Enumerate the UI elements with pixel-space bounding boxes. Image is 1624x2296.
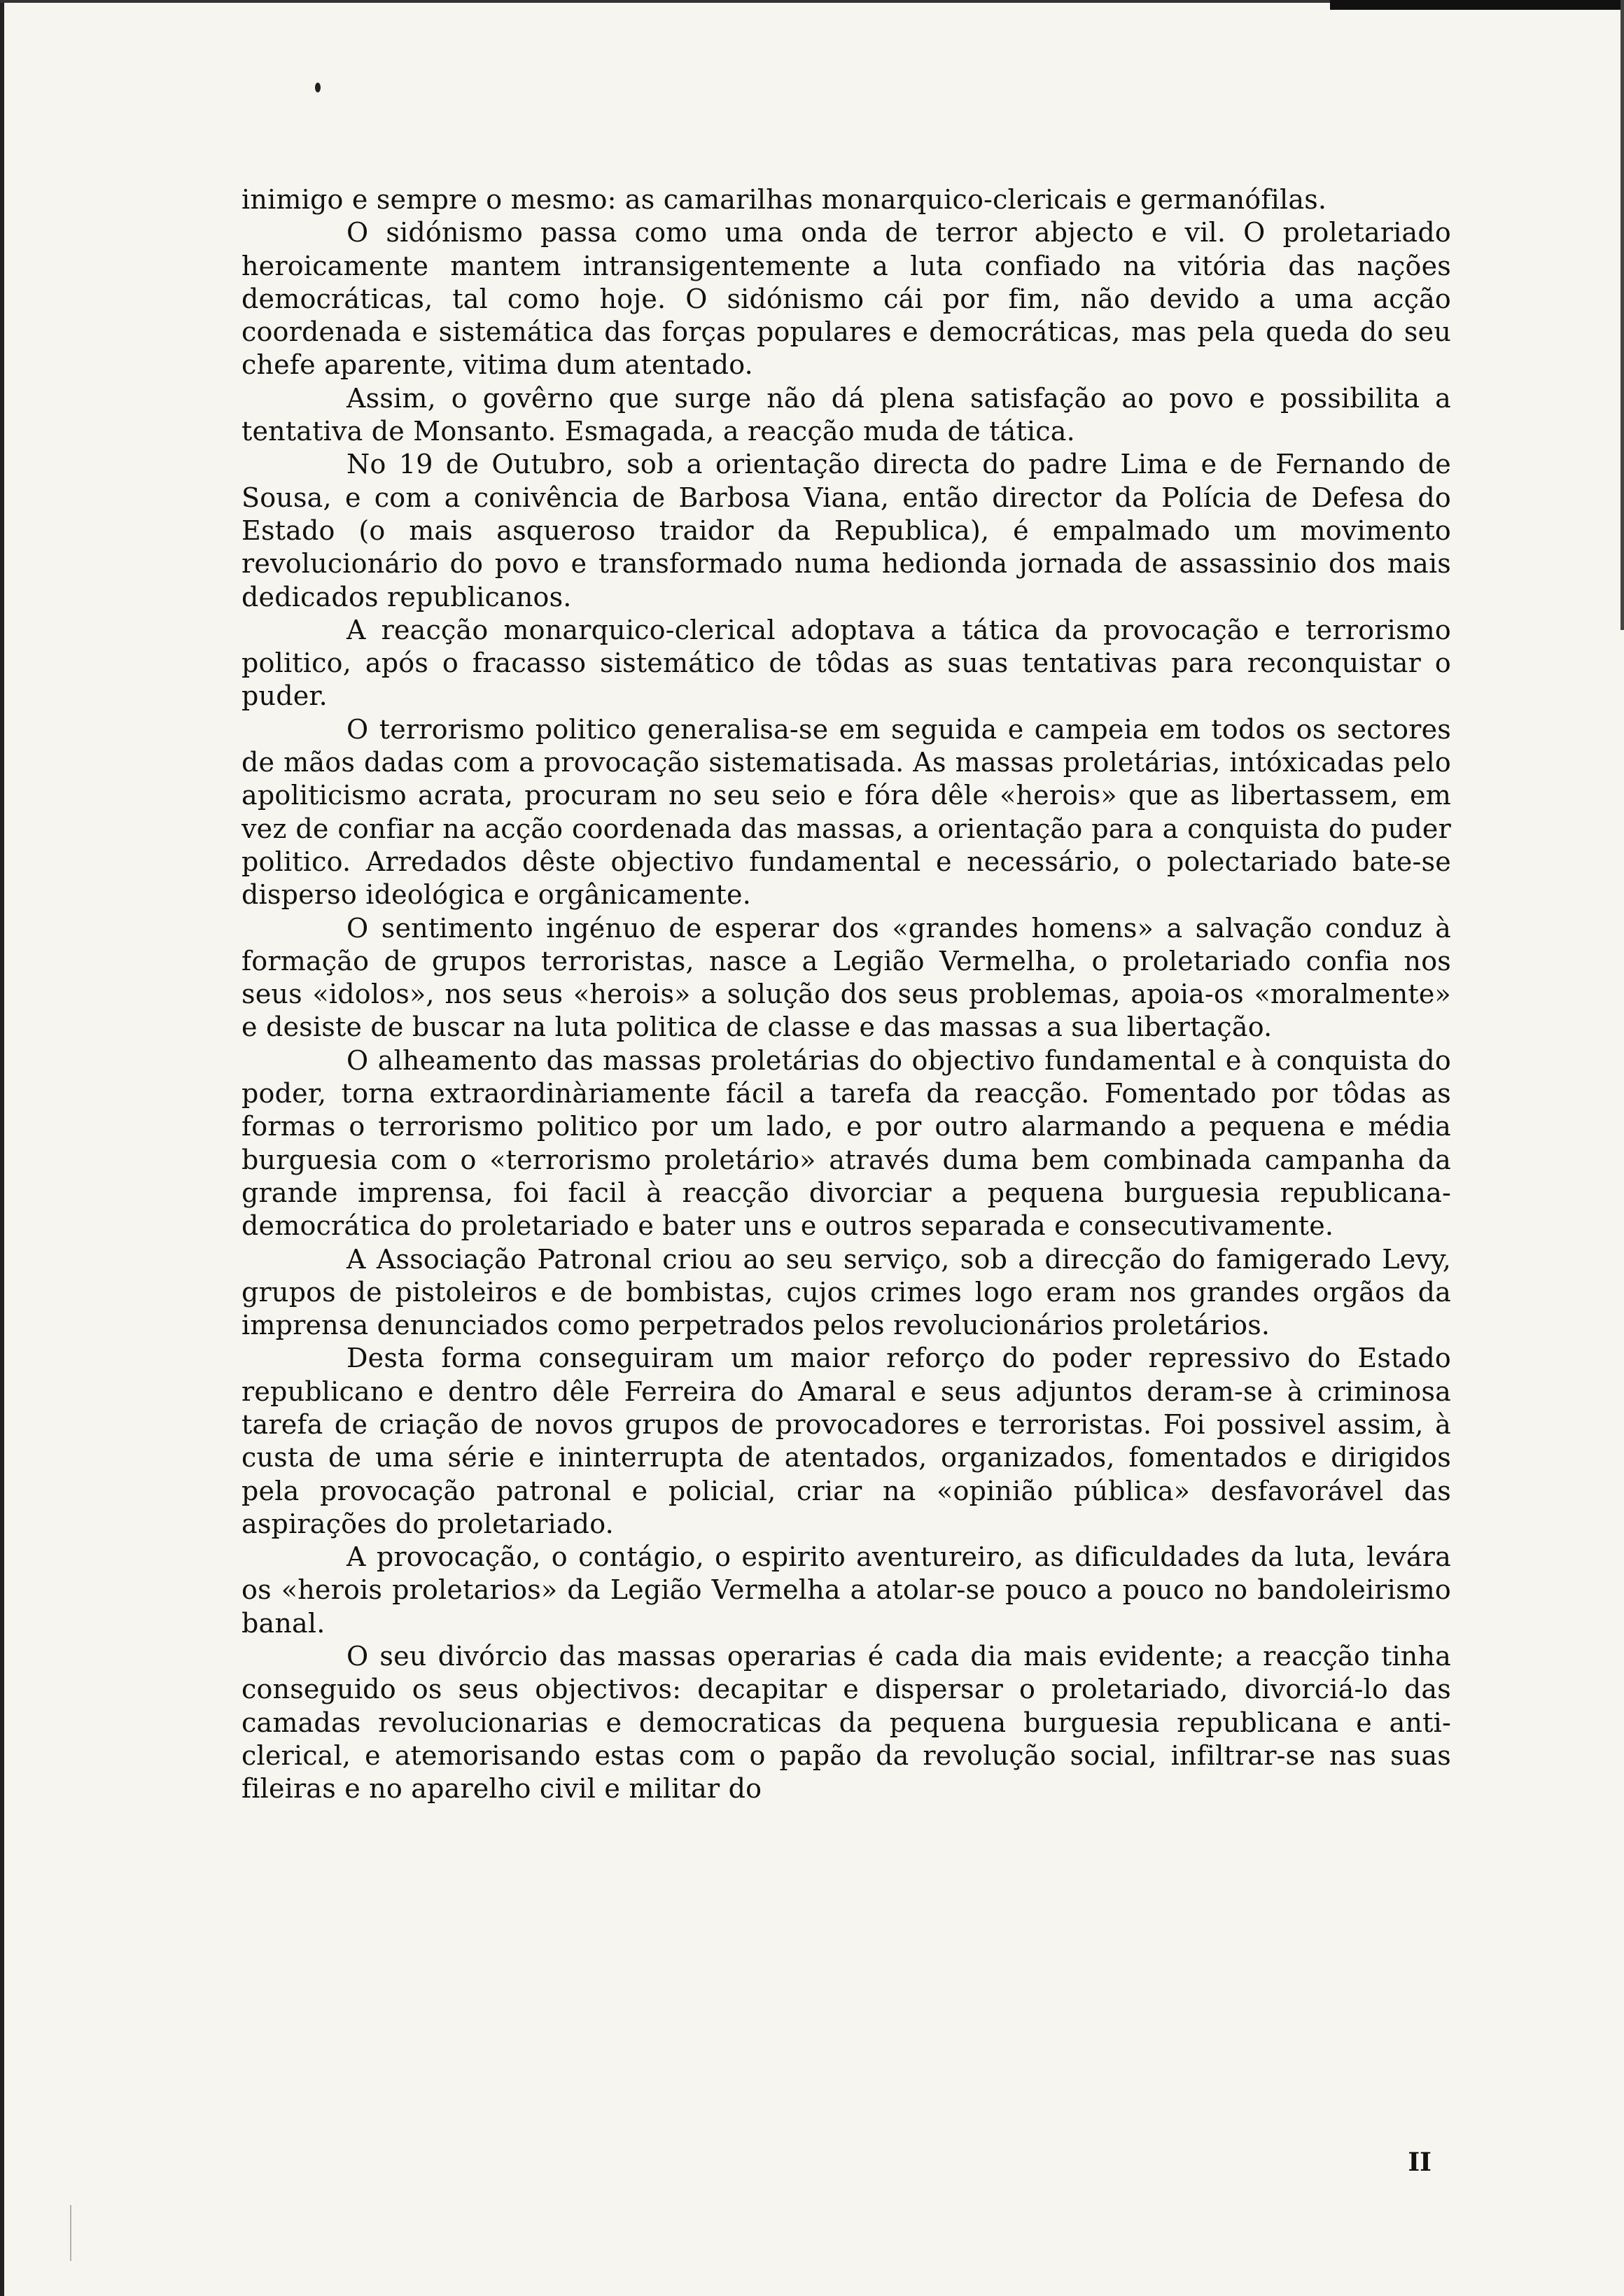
scan-edge-left [0, 0, 4, 2296]
paragraph: Assim, o govêrno que surge não dá plena satisfação ao povo e possibilita a tentativa de Monsanto. Esmagada, a reacção muda de tática. [241, 382, 1451, 447]
paragraph: O seu divórcio das massas operarias é cada dia mais evidente; a reacção tinha conseguido os seus objectivos: decapitar e dispersar o proletariado, divorciá-lo das camadas revolucionarias e democraticas da pequena burguesia republicana e anti-clerical, e atemorisando estas com o papão da revolução social, infiltrar-se nas suas fileiras e no aparelho civil e militar do [241, 1641, 1451, 1805]
scan-edge-right [1620, 0, 1624, 630]
scan-speck [315, 83, 321, 92]
paragraph: O sidónismo passa como uma onda de terror abjecto e vil. O proletariado heroicamente mantem intransigentemente a luta confiado na vitória das nações democráticas, tal como hoje. O sidónismo cái por fim, não devido a uma acção coordenada e sistemática das forças populares e democráticas, mas pela queda do seu chefe aparente, vitima dum atentado. [241, 217, 1451, 381]
paragraph: A reacção monarquico-clerical adoptava a tática da provocação e terrorismo politico, após o fracasso sistemático de tôdas as suas tentativas para reconquistar o puder. [241, 614, 1451, 712]
paragraph: O terrorismo politico generalisa-se em seguida e campeia em todos os sectores de mãos dadas com a provocação sistematisada. As massas proletárias, intóxicadas pelo apoliticismo acrata, procuram no seu seio e fóra dêle «herois» que as libertassem, em vez de confiar na acção coordenada das massas, a orientação para a conquista do puder politico. Arredados dêste objectivo fundamental e necessário, o polectariado bate-se disperso ideológica e orgânicamente. [241, 713, 1451, 911]
scan-edge-top-right [1330, 0, 1624, 10]
document-body [241, 183, 1451, 1806]
page-number: II [1408, 2148, 1432, 2177]
paragraph: A Associação Patronal criou ao seu serviço, sob a direcção do famigerado Levy, grupos de pistoleiros e de bombistas, cujos crimes logo eram nos grandes orgãos da imprensa denunciados como perpetrados pelos revolucionários proletários. [241, 1243, 1451, 1341]
paragraph: No 19 de Outubro, sob a orientação directa do padre Lima e de Fernando de Sousa, e com a conivência de Barbosa Viana, então director da Polícia de Defesa do Estado (o mais asqueroso traidor da Republica), é empalmado um movimento revolucionário do povo e transformado numa hedionda jornada de assassinio dos mais dedicados republicanos. [241, 449, 1451, 612]
paragraph: O sentimento ingénuo de esperar dos «grandes homens» a salvação conduz à formação de grupos terroristas, nasce a Legião Vermelha, o proletariado confia nos seus «idolos», nos seus «herois» a solução dos seus problemas, apoia-os «moralmente» e desiste de buscar na luta politica de classe e das massas a sua libertação. [241, 912, 1451, 1043]
scan-artifact [70, 2205, 113, 2261]
paragraph: inimigo e sempre o mesmo: as camarilhas monarquico-clericais e germanófilas. [241, 184, 1327, 215]
paragraph: A provocação, o contágio, o espirito aventureiro, as dificuldades da luta, levára os «herois proletarios» da Legião Vermelha a atolar-se pouco a pouco no bandoleirismo banal. [241, 1541, 1451, 1639]
paragraph: Desta forma conseguiram um maior reforço do poder repressivo do Estado republicano e dentro dêle Ferreira do Amaral e seus adjuntos deram-se à criminosa tarefa de criação de novos grupos de provocadores e terroristas. Foi possivel assim, à custa de uma série e ininterrupta de atentados, organizados, fomentados e dirigidos pela provocação patronal e policial, criar na «opinião pública» desfavorável das aspirações do proletariado. [241, 1343, 1451, 1539]
paragraph: O alheamento das massas proletárias do objectivo fundamental e à conquista do poder, torna extraordinàriamente fácil a tarefa da reacção. Fomentado por tôdas as formas o terrorismo politico por um lado, e por outro alarmando a pequena e média burguesia com o «terrorismo proletário» através duma bem combinada campanha da grande imprensa, foi facil à reacção divorciar a pequena burguesia republicana-democrática do proletariado e bater uns e outros separada e consecutivamente. [241, 1044, 1451, 1242]
